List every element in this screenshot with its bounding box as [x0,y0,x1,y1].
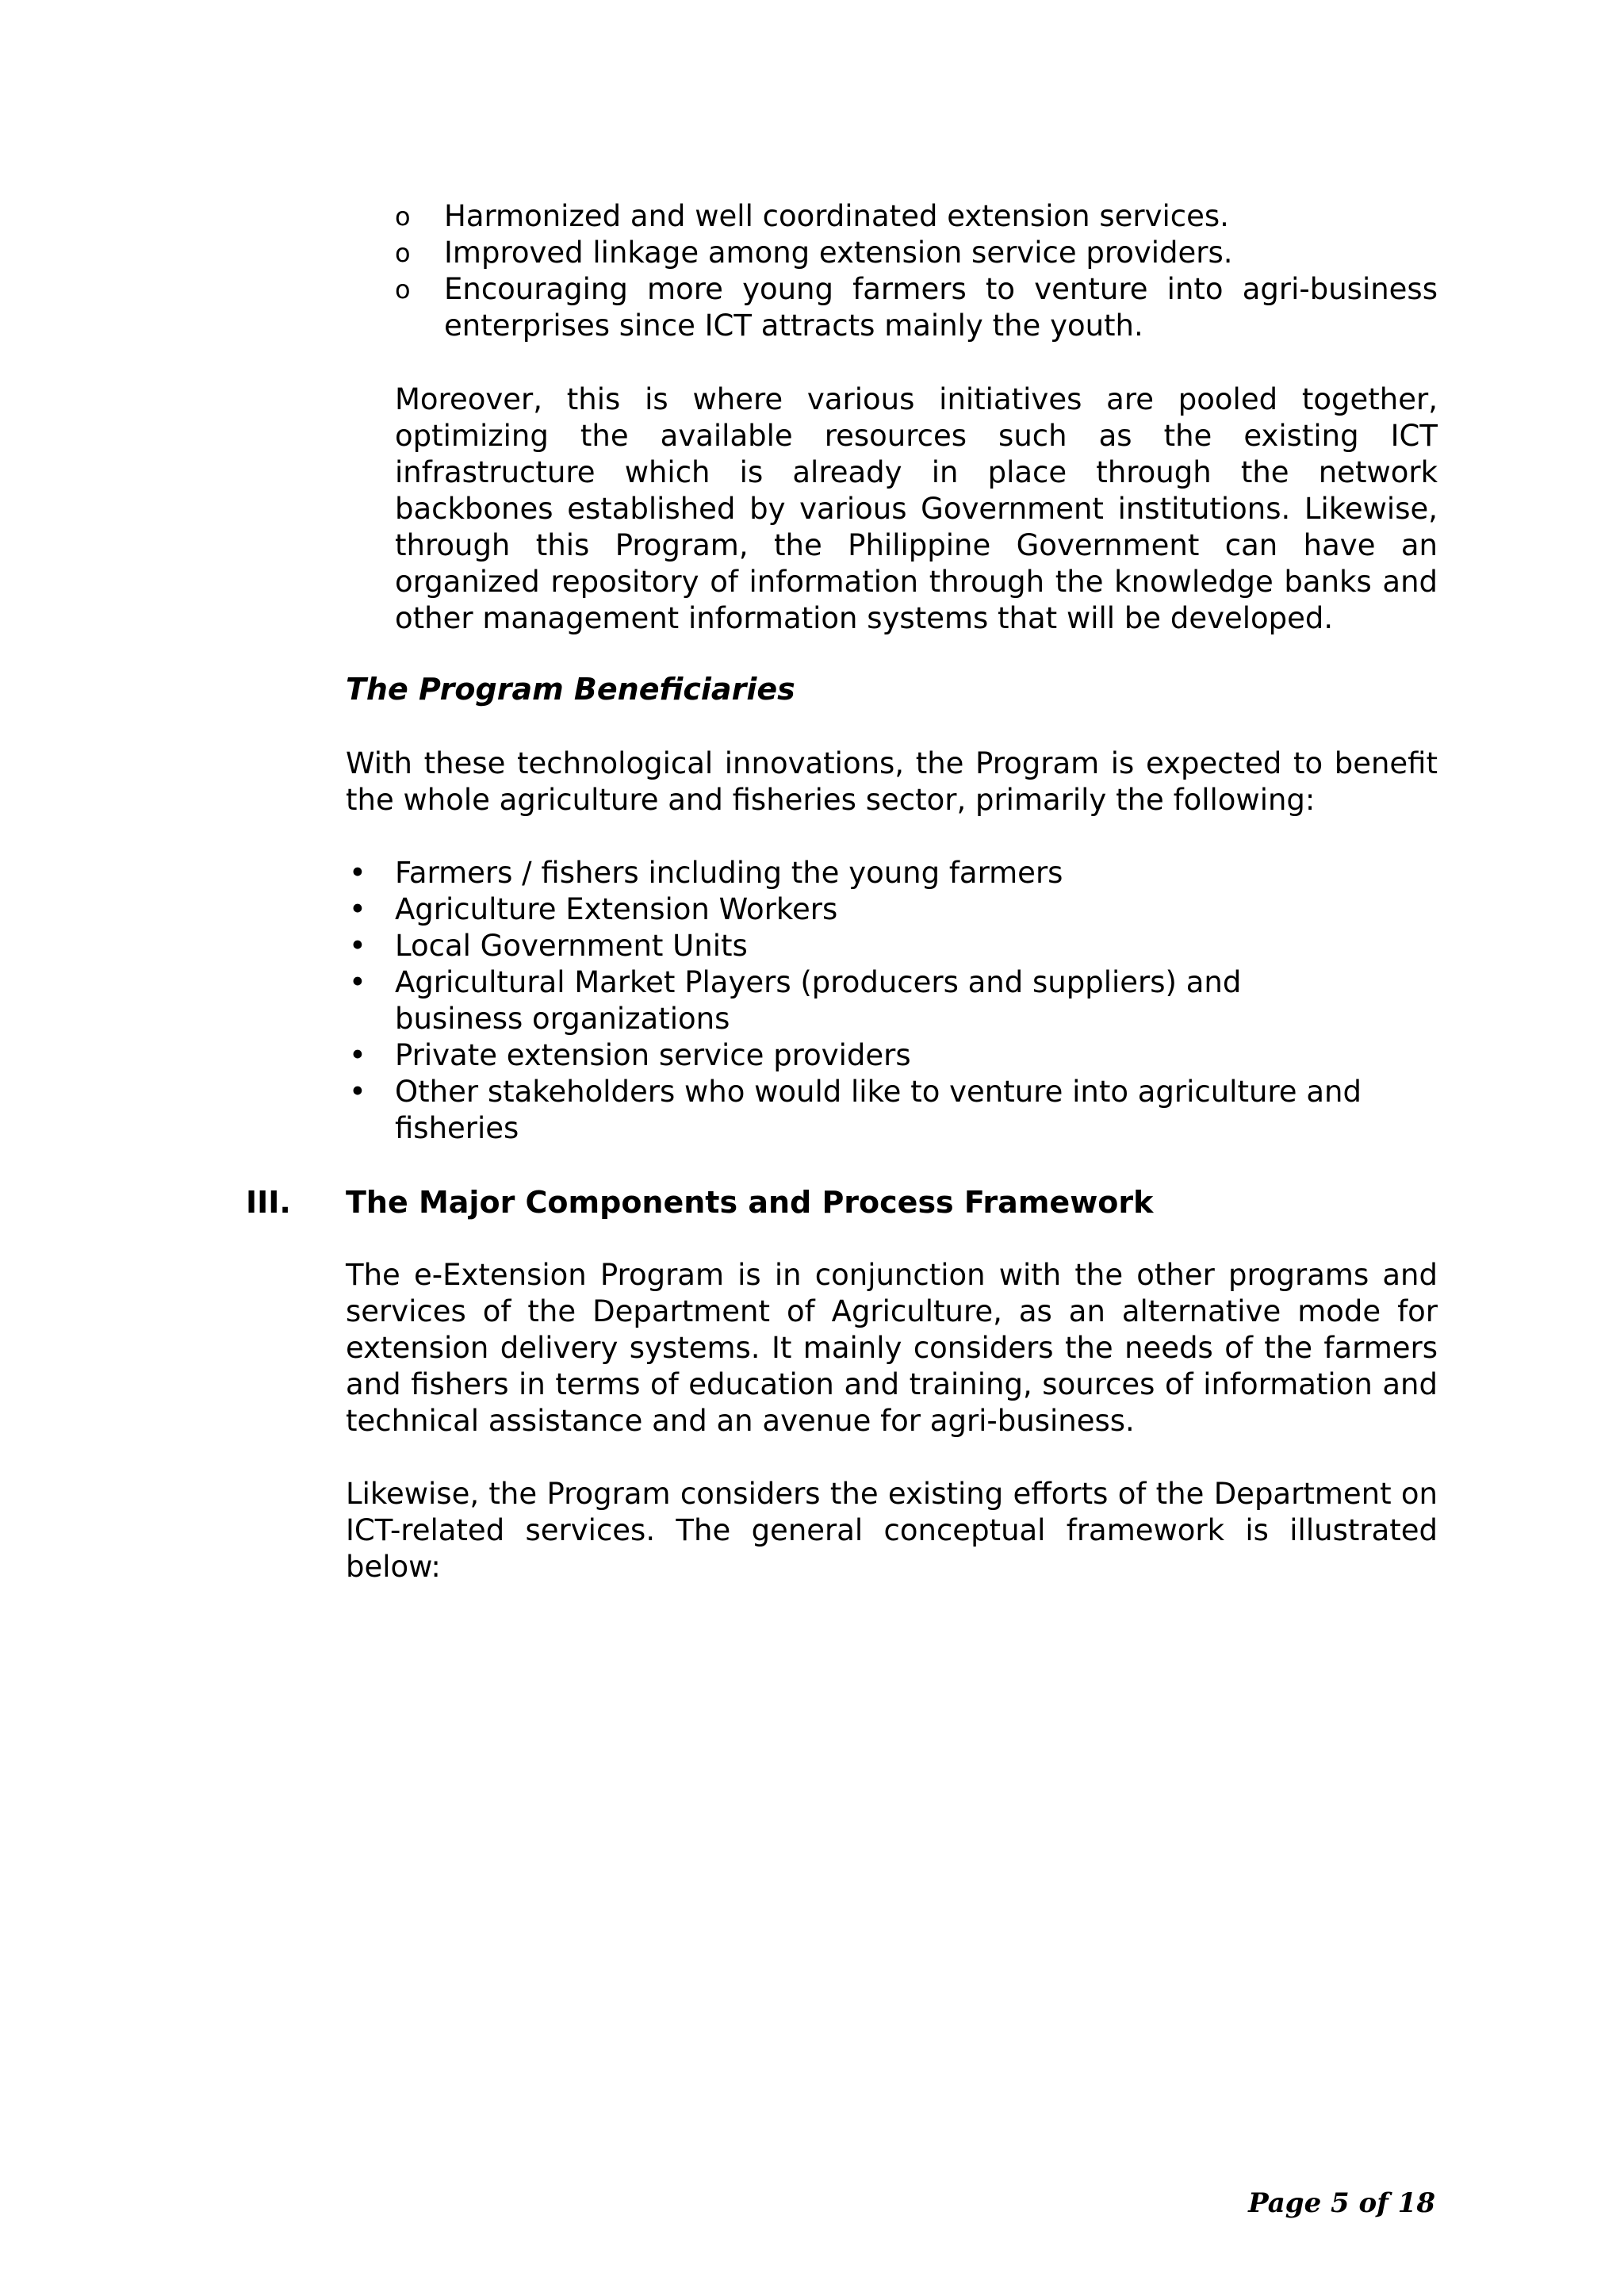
bullet-dot-icon: • [349,1038,366,1072]
list-item [346,928,1438,964]
bullet-dot-icon: • [349,929,366,963]
circle-bullet-icon: o [395,201,411,232]
list-item [395,198,1438,235]
list-item-text: Private extension service providers [395,1038,911,1072]
list-item-text: Agriculture Extension Workers [395,892,838,926]
list-item [346,1037,1438,1074]
beneficiaries-list [346,855,1438,1147]
list-item-text: Other stakeholders who would like to venture into agriculture and fisheries [395,1075,1362,1145]
list-item-text: Encouraging more young farmers to venture into agri-business enterprises since ICT attracts mainly the youth. [444,272,1438,343]
list-item [395,271,1438,344]
section-paragraph-2: Likewise, the Program considers the existing efforts of the Department on ICT-related services. The general conceptual framework is illustrated below: [346,1477,1438,1584]
beneficiaries-intro: With these technological innovations, the Program is expected to benefit the whole agriculture and fisheries sector, primarily the following: [346,746,1438,817]
sub-bullet-list [395,198,1438,344]
list-item [346,1074,1438,1147]
section-title: The Major Components and Process Framework [346,1185,1154,1220]
beneficiaries-heading: The Program Beneficiaries [346,672,795,707]
list-item [346,891,1438,928]
list-item-text: Agricultural Market Players (producers and suppliers) and business organizations [395,965,1242,1036]
circle-bullet-icon: o [395,274,411,305]
list-item-text: Farmers / fishers including the young farmers [395,856,1063,890]
bullet-dot-icon: • [349,892,366,926]
paragraph-moreover: Moreover, this is where various initiatives are pooled together, optimizing the available resources such as the existing ICT infrastructure which is already in place through the network backbones established by various Government institutions. Likewise, through this Program, the Philippine Government can have an organized repository of information through the knowledge banks and other management information systems that will be developed. [395,382,1438,635]
bullet-dot-icon: • [349,1075,366,1109]
circle-bullet-icon: o [395,238,411,268]
section-number: III. [246,1185,291,1220]
page-number: Page 5 of 18 [1248,2187,1435,2219]
bullet-dot-icon: • [349,856,366,890]
list-item [395,235,1438,271]
section-paragraph-1: The e-Extension Program is in conjunction with the other programs and services of the Department of Agriculture, as an alternative mode for extension delivery systems. It mainly considers the needs of the farmers and fishers in terms of education and training, sources of information and technical assistance and an avenue for agri-business. [346,1258,1438,1438]
list-item [346,855,1438,891]
list-item [346,964,1438,1037]
bullet-dot-icon: • [349,965,366,999]
list-item-text: Improved linkage among extension service providers. [444,236,1233,270]
list-item-text: Local Government Units [395,929,748,963]
list-item-text: Harmonized and well coordinated extension services. [444,199,1229,233]
